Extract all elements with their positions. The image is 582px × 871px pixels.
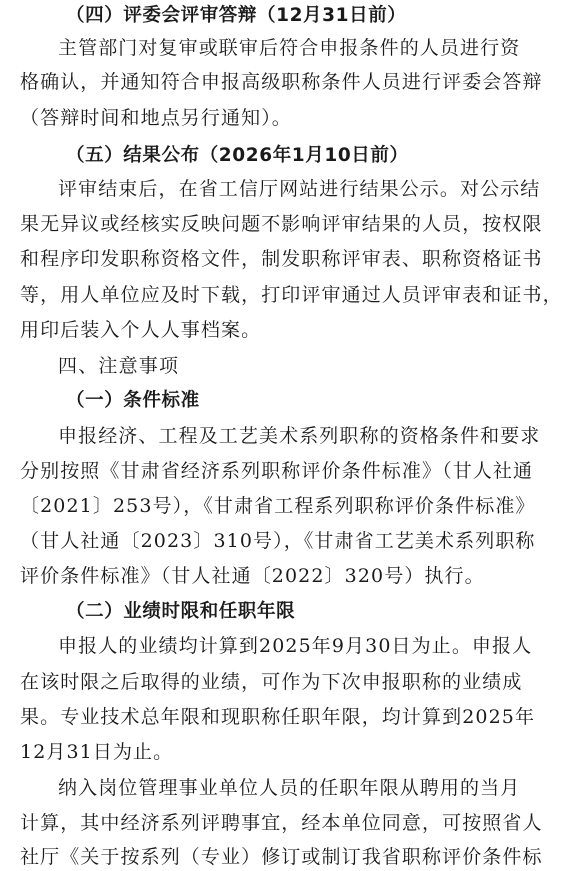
paragraph-line: 计算，其中经济系列评聘事宜，经本单位同意，可按照省人: [20, 812, 543, 834]
paragraph-line: 在该时限之后取得的业绩，可作为下次申报职称的业绩成: [20, 671, 523, 693]
paragraph-line: （甘人社通〔2023〕310号），《甘肃省工艺美术系列职称: [20, 530, 536, 552]
paragraph-line: 评价条件标准》（甘人社通〔2022〕320号）执行。: [20, 565, 485, 587]
paragraph-line: 等，用人单位应及时下载，打印评审通过人员评审表和证书，: [20, 284, 563, 306]
paragraph-line: 果无异议或经核实反映问题不影响评审结果的人员，按权限: [20, 213, 543, 235]
subheading-result-publication: （五）结果公布（2026年1月10日前）: [66, 145, 409, 166]
paragraph-line: 纳入岗位管理事业单位人员的任职年限从聘用的当月: [58, 777, 521, 799]
subheading-conditions: （一）条件标准: [66, 390, 200, 411]
paragraph-line: 和程序印发职称资格文件，制发职称评审表、职称资格证书: [20, 248, 543, 270]
paragraph-line: 申报人的业绩均计算到2025年9月30日为止。申报人: [58, 635, 533, 657]
paragraph-line: 果。专业技术总年限和现职称任职年限，均计算到2025年: [20, 706, 536, 728]
paragraph-line: 格确认，并通知符合申报高级职称条件人员进行评委会答辩: [20, 71, 543, 93]
paragraph-line: 〔2021〕253号），《甘肃省工程系列职称评价条件标准》: [20, 495, 536, 517]
paragraph-line: （答辩时间和地点另行通知）。: [20, 107, 292, 129]
paragraph-line: 社厅《关于按系列（专业）修订或制订我省职称评价条件标: [20, 846, 543, 868]
paragraph-line: 用印后装入个人人事档案。: [20, 319, 262, 341]
paragraph-line: 评审结束后，在省工信厅网站进行结果公示。对公示结: [58, 178, 541, 200]
heading-notes: 四、注意事项: [58, 355, 180, 377]
subheading-performance-period: （二）业绩时限和任职年限: [66, 601, 296, 622]
subheading-review-defense: （四）评委会评审答辩（12月31日前）: [66, 5, 407, 26]
paragraph-line: 分别按照《甘肃省经济系列职称评价条件标准》（甘人社通: [20, 460, 534, 482]
paragraph-line: 12月31日为止。: [20, 741, 174, 763]
paragraph-line: 主管部门对复审或联审后符合申报条件的人员进行资: [58, 37, 521, 59]
paragraph-line: 申报经济、工程及工艺美术系列职称的资格条件和要求: [58, 425, 541, 447]
